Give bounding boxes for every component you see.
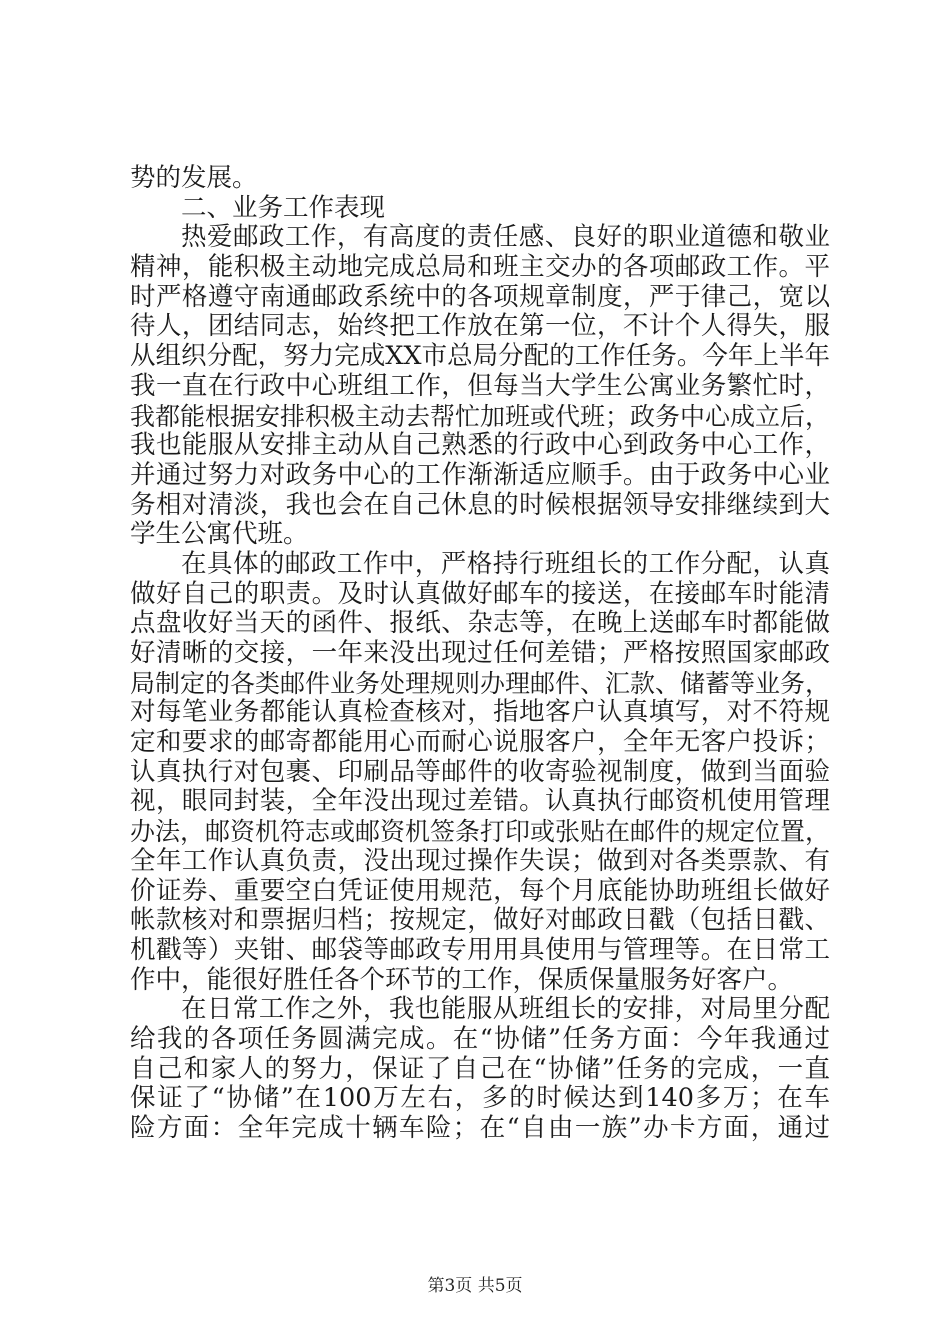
text-line: 点盘收好当天的函件、报纸、杂志等，在晚上送邮车时都能做 [130, 609, 830, 639]
text-line: 帐款核对和票据归档；按规定，做好对邮政日戳（包括日戳、 [130, 906, 830, 936]
text-line: 好清晰的交接，一年来没出现过任何差错；严格按照国家邮政 [130, 639, 830, 668]
text-line: 机戳等）夹钳、邮袋等邮政专用用具使用与管理等。在日常工 [130, 935, 830, 965]
text-line: 在日常工作之外，我也能服从班组长的安排，对局里分配 [181, 995, 830, 1025]
text-line: 定和要求的邮寄都能用心而耐心说服客户，全年无客户投诉； [130, 728, 830, 758]
page-footer [0, 1276, 950, 1296]
text-line: 热爱邮政工作，有高度的责任感、良好的职业道德和敬业 [181, 223, 830, 253]
text-line: 时严格遵守南通邮政系统中的各项规章制度，严于律己，宽以 [130, 282, 830, 312]
text-line: 势的发展。 [130, 164, 258, 193]
text-line: 作中，能很好胜任各个环节的工作，保质保量服务好客户。 [130, 965, 794, 995]
text-line: 在具体的邮政工作中，严格持行班组长的工作分配，认真 [181, 549, 830, 579]
text-line: 全年工作认真负责，没出现过操作失误；做到对各类票款、有 [130, 846, 830, 876]
text-line: 我也能服从安排主动从自己熟悉的行政中心到政务中心工作， [130, 431, 830, 461]
document-body [130, 164, 830, 1144]
text-line: 精神，能积极主动地完成总局和班主交办的各项邮政工作。平 [130, 253, 830, 283]
text-line: 险方面：全年完成十辆车险；在“自由一族”办卡方面，通过 [130, 1114, 830, 1143]
text-line: 视，眼同封装，全年没出现过差错。认真执行邮资机使用管理 [130, 787, 830, 817]
text-line: 保证了“协储”在100万左右，多的时候达到140多万；在车 [130, 1084, 830, 1114]
text-line: 我一直在行政中心班组工作，但每当大学生公寓业务繁忙时， [130, 371, 830, 401]
text-line: 做好自己的职责。及时认真做好邮车的接送，在接邮车时能清 [130, 579, 830, 609]
text-line: 自己和家人的努力，保证了自己在“协储”任务的完成，一直 [130, 1054, 830, 1084]
text-line: 学生公寓代班。 [130, 520, 309, 550]
text-line: 对每笔业务都能认真检查核对，指地客户认真填写，对不符规 [130, 698, 830, 728]
text-line: 价证券、重要空白凭证使用规范，每个月底能协助班组长做好 [130, 876, 830, 906]
text-line: 从组织分配，努力完成XX市总局分配的工作任务。今年上半年 [130, 342, 830, 372]
text-line: 二、业务工作表现 [181, 193, 386, 223]
text-line: 局制定的各类邮件业务处理规则办理邮件、汇款、储蓄等业务， [130, 668, 830, 698]
text-line: 务相对清淡，我也会在自己休息的时候根据领导安排继续到大 [130, 490, 830, 520]
page-number-label: 第3页 共5页 [427, 1276, 523, 1296]
text-line: 办法，邮资机符志或邮资机签条打印或张贴在邮件的规定位置， [130, 817, 830, 847]
text-line: 给我的各项任务圆满完成。在“协储”任务方面：今年我通过 [130, 1024, 830, 1054]
text-line: 我都能根据安排积极主动去帮忙加班或代班；政务中心成立后， [130, 401, 830, 431]
text-line: 认真执行对包裹、印刷品等邮件的收寄验视制度，做到当面验 [130, 757, 830, 787]
text-line: 待人，团结同志，始终把工作放在第一位，不计个人得失，服 [130, 312, 830, 342]
text-line: 并通过努力对政务中心的工作渐渐适应顺手。由于政务中心业 [130, 460, 830, 490]
